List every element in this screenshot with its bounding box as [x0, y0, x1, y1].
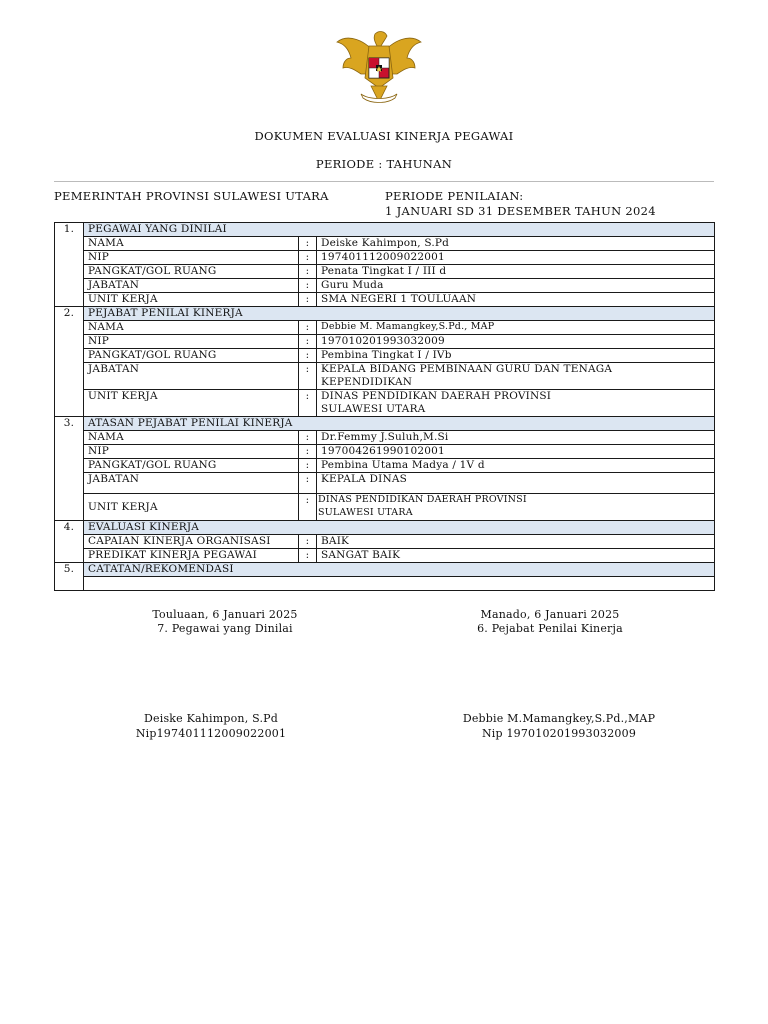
field-value: SMA NEGERI 1 TOULUAAN [317, 293, 715, 307]
field-value: 197401112009022001 [317, 251, 715, 265]
colon: : [299, 335, 317, 349]
field-value-line: SULAWESI UTARA [321, 402, 426, 415]
field-value-line: KEPALA BIDANG PEMBINAAN GURU DAN TENAGA [321, 363, 613, 375]
notes-cell [84, 577, 715, 591]
section-number: 2. [55, 307, 84, 417]
section-header [55, 307, 715, 321]
table-row [55, 237, 715, 251]
periode-label: PERIODE PENILAIAN: [385, 189, 524, 203]
table-row [55, 494, 715, 521]
field-label: NAMA [84, 431, 299, 445]
table-row [55, 293, 715, 307]
colon: : [299, 431, 317, 445]
colon: : [299, 473, 317, 494]
field-value: 197010201993032009 [317, 335, 715, 349]
divider [54, 181, 714, 182]
evaluation-table [54, 222, 715, 591]
field-value: Debbie M. Mamangkey,S.Pd., MAP [317, 321, 715, 335]
field-label: PANGKAT/GOL RUANG [84, 265, 299, 279]
colon: : [299, 265, 317, 279]
section-title: ATASAN PEJABAT PENILAI KINERJA [84, 417, 715, 431]
field-value: SANGAT BAIK [317, 549, 715, 563]
field-value [317, 363, 715, 390]
section-title: PEGAWAI YANG DINILAI [84, 223, 715, 237]
table-row [55, 335, 715, 349]
colon: : [299, 549, 317, 563]
section-header [55, 417, 715, 431]
field-label: UNIT KERJA [84, 494, 299, 521]
section-number: 1. [55, 223, 84, 307]
periode-range: 1 JANUARI SD 31 DESEMBER TAHUN 2024 [385, 204, 656, 218]
garuda-pancasila-emblem-icon [335, 28, 423, 110]
left-place-date: Touluaan, 6 Januari 2025 [152, 608, 298, 621]
notes-row [55, 577, 715, 591]
table-row [55, 265, 715, 279]
colon: : [299, 237, 317, 251]
section-title: CATATAN/REKOMENDASI [84, 563, 715, 577]
table-row [55, 251, 715, 265]
field-value [317, 390, 715, 417]
table-row [55, 321, 715, 335]
table-row [55, 349, 715, 363]
field-value-line: DINAS PENDIDIKAN DAERAH PROVINSI [318, 494, 527, 505]
colon: : [299, 535, 317, 549]
field-label: JABATAN [84, 363, 299, 390]
field-label: NIP [84, 445, 299, 459]
colon: : [299, 363, 317, 390]
table-row [55, 445, 715, 459]
field-label: NIP [84, 335, 299, 349]
right-place-date: Manado, 6 Januari 2025 [480, 608, 620, 621]
table-row [55, 363, 715, 390]
left-signer-nip: Nip197401112009022001 [135, 727, 287, 740]
colon: : [299, 390, 317, 417]
field-value: Penata Tingkat I / III d [317, 265, 715, 279]
colon: : [299, 251, 317, 265]
field-label: PANGKAT/GOL RUANG [84, 349, 299, 363]
section-title: EVALUASI KINERJA [84, 521, 715, 535]
section-number: 3. [55, 417, 84, 521]
colon: : [299, 349, 317, 363]
colon: : [299, 321, 317, 335]
field-label: UNIT KERJA [84, 390, 299, 417]
table-row [55, 390, 715, 417]
field-value [317, 494, 715, 521]
field-value: Guru Muda [317, 279, 715, 293]
section-number: 4. [55, 521, 84, 563]
field-value: BAIK [317, 535, 715, 549]
section-number: 5. [55, 563, 84, 591]
document-title: DOKUMEN EVALUASI KINERJA PEGAWAI [254, 129, 514, 143]
field-label: NIP [84, 251, 299, 265]
right-role: 6. Pejabat Penilai Kinerja [477, 622, 623, 635]
section-title: PEJABAT PENILAI KINERJA [84, 307, 715, 321]
field-label: PREDIKAT KINERJA PEGAWAI [84, 549, 299, 563]
table-row [55, 473, 715, 494]
field-value: Pembina Utama Madya / 1V d [317, 459, 715, 473]
field-value-line: SULAWESI UTARA [318, 506, 413, 518]
table-row [55, 431, 715, 445]
section-header [55, 521, 715, 535]
field-label: PANGKAT/GOL RUANG [84, 459, 299, 473]
section-header [55, 563, 715, 577]
colon: : [299, 459, 317, 473]
table-row [55, 535, 715, 549]
right-signer-name: Debbie M.Mamangkey,S.Pd.,MAP [462, 712, 656, 725]
periode-type: PERIODE : TAHUNAN [315, 157, 453, 171]
section-header [55, 223, 715, 237]
colon: : [299, 279, 317, 293]
field-label: JABATAN [84, 473, 299, 494]
field-label: UNIT KERJA [84, 293, 299, 307]
field-value: Pembina Tingkat I / IVb [317, 349, 715, 363]
field-value: KEPALA DINAS [317, 473, 715, 494]
colon: : [299, 494, 317, 521]
left-signer-name: Deiske Kahimpon, S.Pd [144, 712, 278, 725]
table-row [55, 279, 715, 293]
field-label: CAPAIAN KINERJA ORGANISASI [84, 535, 299, 549]
table-row [55, 549, 715, 563]
colon: : [299, 445, 317, 459]
field-value-line: KEPENDIDIKAN [321, 375, 413, 388]
instansi: PEMERINTAH PROVINSI SULAWESI UTARA [54, 189, 329, 203]
field-value: Dr.Femmy J.Suluh,M.Si [317, 431, 715, 445]
field-label: NAMA [84, 321, 299, 335]
table-row [55, 459, 715, 473]
field-value: Deiske Kahimpon, S.Pd [317, 237, 715, 251]
field-label: JABATAN [84, 279, 299, 293]
colon: : [299, 293, 317, 307]
right-signer-nip: Nip 197010201993032009 [481, 727, 637, 740]
left-role: 7. Pegawai yang Dinilai [157, 622, 293, 635]
field-value: 197004261990102001 [317, 445, 715, 459]
field-value-line: DINAS PENDIDIKAN DAERAH PROVINSI [321, 390, 552, 402]
field-label: NAMA [84, 237, 299, 251]
